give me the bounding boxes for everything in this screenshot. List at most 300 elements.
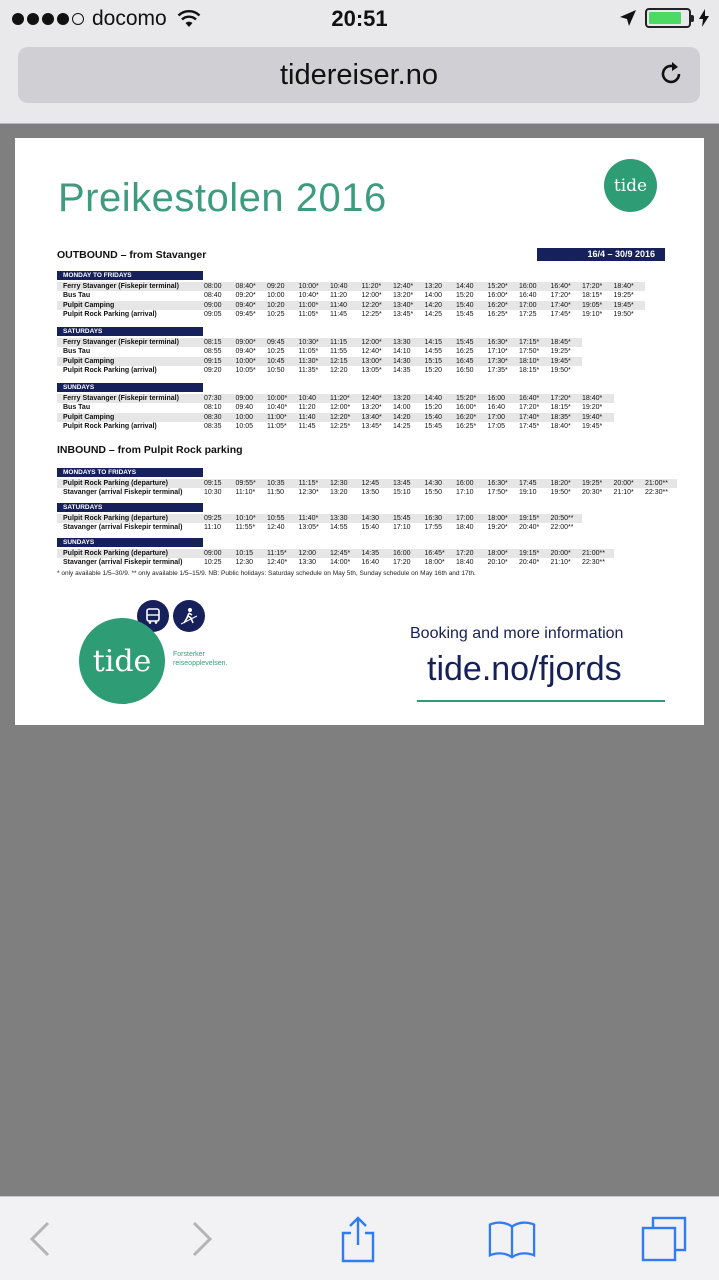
footnote: * only available 1/5–30/9. ** only available 1/5–15/9. NB: Public holidays: Saturday schedule on May 5th, Sunday schedule on May 16th and 17th.: [57, 570, 476, 577]
table-row: [57, 357, 582, 366]
time-cell: 09:00*: [235, 339, 256, 346]
stop-name: Bus Tau: [63, 348, 91, 356]
time-cell: 16:40*: [550, 283, 571, 290]
bookmarks-icon: [488, 1218, 536, 1260]
time-cell: 17:00: [456, 515, 474, 522]
table-row: [57, 347, 582, 356]
time-cell: 14:40: [456, 283, 474, 290]
times: [204, 291, 645, 300]
time-cell: 12:40*: [267, 559, 288, 567]
time-cell: 19:25*: [582, 480, 603, 487]
time-cell: 12:20*: [361, 301, 382, 309]
time-cell: 16:00*: [487, 292, 508, 300]
browser-toolbar: [0, 1196, 719, 1280]
time-cell: 17:30*: [487, 357, 508, 365]
time-cell: 19:45*: [613, 301, 634, 309]
time-cell: 16:00: [487, 395, 506, 402]
status-right: [619, 8, 709, 28]
time-cell: 13:00*: [361, 357, 382, 365]
time-cell: 16:45: [456, 357, 474, 365]
times: [204, 301, 645, 310]
inbound-title: INBOUND – from Pulpit Rock parking: [57, 444, 243, 456]
time-cell: 09:55*: [235, 480, 256, 487]
time-cell: 16:20*: [487, 301, 508, 309]
time-cell: 15:45: [456, 339, 474, 346]
time-cell: 09:45*: [235, 310, 256, 318]
stop-name: Pulpit Rock Parking (arrival): [63, 366, 157, 374]
time-cell: 16:00*: [456, 404, 477, 412]
time-cell: 16:40*: [519, 395, 540, 402]
day-header: SATURDAYS: [57, 327, 203, 336]
time-cell: 17:05: [487, 422, 506, 430]
time-cell: 08:35: [204, 422, 222, 430]
time-cell: 07:30: [204, 395, 222, 402]
stop-name: Ferry Stavanger (Fiskepir terminal): [63, 339, 179, 346]
status-bar: [0, 0, 719, 40]
battery-level: [649, 12, 681, 24]
time-cell: 17:20: [393, 559, 411, 567]
table-row: [57, 310, 645, 319]
time-cell: 11:10: [204, 524, 221, 532]
time-cell: 12:40: [267, 524, 285, 532]
time-cell: 16:25*: [456, 422, 477, 430]
time-cell: 09:45: [267, 339, 285, 346]
time-cell: 17:45*: [550, 310, 571, 318]
outbound-block-1: [57, 320, 582, 375]
table-row: [57, 301, 645, 310]
time-cell: 20:30*: [582, 489, 603, 497]
time-cell: 11:55*: [235, 524, 256, 532]
time-cell: 11:20: [298, 404, 316, 412]
time-cell: 17:00: [519, 301, 537, 309]
table-row: [57, 422, 614, 431]
time-cell: 10:00*: [298, 283, 319, 290]
times: [204, 514, 582, 523]
stop-name: Bus Tau: [63, 292, 91, 300]
stop-name: Pulpit Camping: [63, 357, 115, 365]
table-row: [57, 394, 614, 403]
stop-name: Pulpit Rock Parking (departure): [63, 480, 169, 487]
bookmarks-button[interactable]: [488, 1215, 536, 1263]
time-cell: 14:30: [424, 480, 443, 487]
time-cell: 10:40: [330, 283, 348, 290]
time-cell: 18:00*: [487, 515, 508, 522]
hiking-icon: [173, 600, 205, 632]
time-cell: 15:20*: [456, 395, 477, 402]
table-row: [57, 403, 614, 412]
table-row: [57, 282, 645, 291]
time-cell: 11:45: [330, 310, 347, 318]
time-cell: 09:40*: [235, 301, 256, 309]
time-cell: 08:55: [204, 348, 222, 356]
time-cell: 10:00*: [235, 357, 256, 365]
time-cell: 10:40*: [267, 404, 288, 412]
time-cell: 15:20*: [487, 283, 508, 290]
time-cell: 11:00*: [267, 413, 287, 421]
time-cell: 12:25*: [361, 310, 382, 318]
time-cell: 08:40: [204, 292, 222, 300]
time-cell: 11:20: [330, 292, 347, 300]
time-cell: 18:15*: [582, 292, 603, 300]
day-header: MONDAY TO FRIDAYS: [57, 271, 203, 280]
time-cell: 10:25: [267, 310, 285, 318]
time-cell: 08:00: [204, 283, 222, 290]
time-cell: 10:40*: [298, 292, 319, 300]
time-cell: 13:30: [298, 559, 317, 567]
time-cell: 11:15: [330, 339, 347, 346]
time-cell: 13:45*: [393, 310, 414, 318]
time-cell: 17:20: [456, 550, 474, 557]
time-cell: 18:40: [456, 524, 474, 532]
time-cell: 08:30: [204, 413, 222, 421]
forward-button[interactable]: [178, 1215, 226, 1263]
time-cell: 22:30**: [582, 559, 605, 567]
time-cell: 21:10*: [550, 559, 571, 567]
battery-icon: [645, 8, 691, 28]
time-cell: 15:45: [393, 515, 411, 522]
time-cell: 13:20: [424, 283, 443, 290]
time-cell: 18:40*: [582, 395, 603, 402]
time-cell: 20:10*: [487, 559, 508, 567]
time-cell: 10:55: [267, 515, 285, 522]
tagline: Forsterker reiseopplevelsen.: [173, 651, 228, 667]
times: [204, 394, 614, 403]
time-cell: 10:40: [298, 395, 317, 402]
table-row: [57, 558, 614, 567]
time-cell: 12:00*: [361, 339, 382, 346]
time-cell: 17:35*: [487, 366, 508, 374]
times: [204, 357, 582, 366]
time-cell: 20:00*: [550, 550, 571, 557]
time-cell: 16:20*: [456, 413, 477, 421]
time-cell: 17:15*: [519, 339, 540, 346]
share-button[interactable]: [334, 1215, 382, 1263]
time-cell: 08:15: [204, 339, 222, 346]
time-cell: 12:40*: [361, 395, 382, 402]
times: [204, 413, 614, 422]
day-header: SUNDAYS: [57, 383, 203, 392]
time-cell: 16:50: [456, 366, 474, 374]
chevron-right-icon: [190, 1219, 214, 1259]
location-arrow-icon: [619, 9, 637, 27]
time-cell: 11:10*: [235, 489, 256, 497]
time-cell: 13:40*: [393, 301, 414, 309]
timetable: [57, 282, 645, 319]
times: [204, 310, 645, 319]
time-cell: 14:30: [361, 515, 380, 522]
time-cell: 19:15*: [519, 515, 540, 522]
outbound-title: OUTBOUND – from Stavanger: [57, 249, 207, 261]
time-cell: 10:00: [267, 292, 285, 300]
times: [204, 338, 582, 347]
time-cell: 08:40*: [235, 283, 256, 290]
url-text[interactable]: tidereiser.no: [280, 59, 438, 91]
time-cell: 13:05*: [361, 366, 382, 374]
time-cell: 20:40*: [519, 559, 540, 567]
time-cell: 14:10: [393, 348, 411, 356]
time-cell: 19:15*: [519, 550, 540, 557]
time-cell: 11:05*: [267, 422, 287, 430]
time-cell: 09:00: [235, 395, 254, 402]
stop-name: Bus Tau: [63, 404, 91, 412]
inbound-block-0: [57, 461, 677, 498]
time-cell: 15:40: [424, 413, 443, 421]
time-cell: 18:35*: [550, 413, 571, 421]
time-cell: 20:40*: [519, 524, 540, 532]
time-cell: 17:40*: [519, 413, 540, 421]
time-cell: 18:40*: [550, 422, 571, 430]
time-cell: 17:45: [519, 480, 537, 487]
time-cell: 09:00: [204, 301, 222, 309]
time-cell: 11:40*: [298, 515, 319, 522]
time-cell: 21:00**: [645, 480, 668, 487]
tide-logo-large: tide: [79, 618, 165, 704]
time-cell: 10:20: [267, 301, 285, 309]
website-url: tide.no/fjords: [427, 650, 622, 688]
time-cell: 09:25: [204, 515, 222, 522]
time-cell: 10:50: [267, 366, 285, 374]
stop-name: Stavanger (arrival Fiskepir terminal): [63, 559, 183, 567]
stop-name: Ferry Stavanger (Fiskepir terminal): [63, 395, 179, 402]
stop-name: Stavanger (arrival Fiskepir terminal): [63, 524, 183, 532]
timetable: [57, 514, 582, 533]
tabs-button[interactable]: [640, 1215, 688, 1263]
inbound-block-1: [57, 496, 582, 533]
timetable: [57, 549, 614, 568]
day-header: MONDAYS TO FRIDAYS: [57, 468, 203, 477]
time-cell: 15:45: [456, 310, 474, 318]
date-range: 16/4 – 30/9 2016: [537, 248, 665, 261]
time-cell: 11:40: [298, 413, 316, 421]
time-cell: 10:10*: [235, 515, 256, 522]
time-cell: 19:50*: [550, 489, 571, 497]
time-cell: 16:25*: [487, 310, 508, 318]
time-cell: 15:20: [456, 292, 474, 300]
time-cell: 09:20: [267, 283, 285, 290]
time-cell: 11:35*: [298, 366, 319, 374]
time-cell: 21:10*: [613, 489, 634, 497]
time-cell: 15:20: [424, 366, 443, 374]
time-cell: 13:20*: [393, 292, 414, 300]
stop-name: Stavanger (arrival Fiskepir terminal): [63, 489, 183, 497]
time-cell: 19:50*: [550, 366, 571, 374]
clock: 20:51: [331, 6, 388, 31]
time-cell: 16:30: [424, 515, 443, 522]
time-cell: 18:20*: [550, 480, 571, 487]
time-cell: 15:50: [424, 489, 443, 497]
time-cell: 12:40*: [393, 283, 414, 290]
day-header: SATURDAYS: [57, 503, 203, 512]
time-cell: 16:45*: [424, 550, 445, 557]
browser-chrome: [0, 40, 719, 124]
time-cell: 13:30: [393, 339, 411, 346]
time-cell: 19:20*: [582, 404, 603, 412]
table-row: [57, 413, 614, 422]
time-cell: 09:20: [204, 366, 222, 374]
time-cell: 09:20*: [235, 292, 256, 300]
time-cell: 18:10*: [519, 357, 540, 365]
time-cell: 11:15*: [298, 480, 319, 487]
time-cell: 15:40: [361, 524, 380, 532]
time-cell: 14:55: [330, 524, 348, 532]
time-cell: 14:25: [393, 422, 411, 430]
timetable: [57, 338, 582, 375]
time-cell: 14:00: [424, 292, 443, 300]
time-cell: 10:25: [267, 348, 285, 356]
time-cell: 16:40: [487, 404, 506, 412]
time-cell: 13:40*: [361, 413, 382, 421]
time-cell: 12:30*: [298, 489, 319, 497]
time-cell: 11:15*: [267, 550, 287, 557]
time-cell: 15:40: [456, 301, 474, 309]
time-cell: 17:20*: [582, 283, 603, 290]
time-cell: 17:00: [487, 413, 506, 421]
time-cell: 10:05*: [235, 366, 256, 374]
time-cell: 14:35: [361, 550, 380, 557]
time-cell: 11:40: [330, 301, 347, 309]
time-cell: 18:40: [456, 559, 474, 567]
time-cell: 14:20: [393, 413, 411, 421]
back-button[interactable]: [16, 1215, 64, 1263]
time-cell: 18:00*: [487, 550, 508, 557]
time-cell: 14:35: [393, 366, 411, 374]
tabs-icon: [640, 1215, 688, 1263]
stop-name: Pulpit Rock Parking (arrival): [63, 310, 157, 318]
time-cell: 19:10*: [582, 310, 603, 318]
time-cell: 11:05*: [298, 310, 319, 318]
time-cell: 14:20: [424, 301, 443, 309]
time-cell: 16:00: [519, 283, 537, 290]
times: [204, 422, 614, 431]
time-cell: 17:55: [424, 524, 443, 532]
timetable: [57, 394, 614, 431]
time-cell: 17:10: [393, 524, 411, 532]
outbound-block-0: [57, 264, 645, 319]
stop-name: Ferry Stavanger (Fiskepir terminal): [63, 283, 179, 290]
time-cell: 15:15: [424, 357, 443, 365]
time-cell: 16:30*: [487, 480, 508, 487]
time-cell: 18:40*: [613, 283, 634, 290]
time-cell: 09:00: [204, 550, 222, 557]
time-cell: 16:30*: [487, 339, 508, 346]
times: [204, 366, 582, 375]
time-cell: 15:20: [424, 404, 443, 412]
time-cell: 11:20*: [330, 395, 350, 402]
time-cell: 17:20*: [519, 404, 540, 412]
time-cell: 14:40: [424, 395, 443, 402]
time-cell: 19:10: [519, 489, 537, 497]
chevron-left-icon: [28, 1219, 52, 1259]
time-cell: 14:55: [424, 348, 443, 356]
time-cell: 14:00: [393, 404, 411, 412]
time-cell: 09:40*: [235, 348, 256, 356]
time-cell: 11:00*: [298, 301, 319, 309]
time-cell: 12:30: [330, 480, 348, 487]
stop-name: Pulpit Camping: [63, 301, 115, 309]
time-cell: 11:05*: [298, 348, 319, 356]
time-cell: 13:05*: [298, 524, 319, 532]
table-row: [57, 291, 645, 300]
stop-name: Pulpit Camping: [63, 413, 115, 421]
page-title: Preikestolen 2016: [58, 176, 387, 220]
table-row: [57, 479, 677, 488]
time-cell: 19:45*: [550, 357, 571, 365]
time-cell: 12:00*: [330, 404, 351, 412]
time-cell: 16:00: [393, 550, 411, 557]
time-cell: 09:40: [235, 404, 254, 412]
times: [204, 403, 614, 412]
time-cell: 12:20: [330, 366, 348, 374]
time-cell: 17:10: [456, 489, 474, 497]
time-cell: 19:40*: [582, 413, 603, 421]
time-cell: 17:50*: [519, 348, 540, 356]
timetable: [57, 479, 677, 498]
times: [204, 282, 645, 291]
time-cell: 10:30*: [298, 339, 319, 346]
time-cell: 18:00*: [424, 559, 445, 567]
times: [204, 479, 677, 488]
address-bar[interactable]: [18, 47, 700, 103]
time-cell: 10:05: [235, 422, 254, 430]
time-cell: 12:25*: [330, 422, 351, 430]
time-cell: 09:15: [204, 357, 222, 365]
time-cell: 11:20*: [361, 283, 382, 290]
time-cell: 13:20*: [361, 404, 382, 412]
time-cell: 18:15*: [550, 404, 571, 412]
outbound-block-2: [57, 376, 614, 431]
tide-logo: tide: [604, 159, 657, 212]
time-cell: 14:30: [393, 357, 411, 365]
table-row: [57, 366, 582, 375]
time-cell: 19:25*: [550, 348, 571, 356]
time-cell: 17:45*: [519, 422, 540, 430]
time-cell: 10:45: [267, 357, 285, 365]
times: [204, 549, 614, 558]
time-cell: 19:45*: [582, 422, 603, 430]
time-cell: 17:50*: [487, 489, 508, 497]
times: [204, 558, 614, 567]
time-cell: 12:00: [298, 550, 317, 557]
stop-name: Pulpit Rock Parking (arrival): [63, 422, 157, 430]
charging-bolt-icon: [699, 9, 709, 27]
time-cell: 12:20*: [330, 413, 351, 421]
time-cell: 13:50: [361, 489, 380, 497]
table-row: [57, 514, 582, 523]
timetable-document: [15, 138, 704, 725]
time-cell: 16:25: [456, 348, 474, 356]
time-cell: 10:35: [267, 480, 285, 487]
time-cell: 20:00*: [613, 480, 634, 487]
time-cell: 12:45*: [330, 550, 351, 557]
time-cell: 10:00: [235, 413, 254, 421]
time-cell: 17:20*: [550, 395, 571, 402]
time-cell: 17:20*: [550, 292, 571, 300]
times: [204, 347, 582, 356]
time-cell: 14:25: [424, 310, 443, 318]
time-cell: 17:25: [519, 310, 537, 318]
reload-icon[interactable]: [656, 59, 686, 89]
time-cell: 10:25: [204, 559, 222, 567]
share-icon: [338, 1215, 378, 1263]
time-cell: 18:45*: [550, 339, 571, 346]
time-cell: 12:45: [361, 480, 380, 487]
time-cell: 15:10: [393, 489, 411, 497]
time-cell: 19:50*: [613, 310, 634, 318]
time-cell: 10:00*: [267, 395, 288, 402]
time-cell: 16:40: [361, 559, 380, 567]
divider: [417, 700, 665, 702]
time-cell: 12:30: [235, 559, 254, 567]
